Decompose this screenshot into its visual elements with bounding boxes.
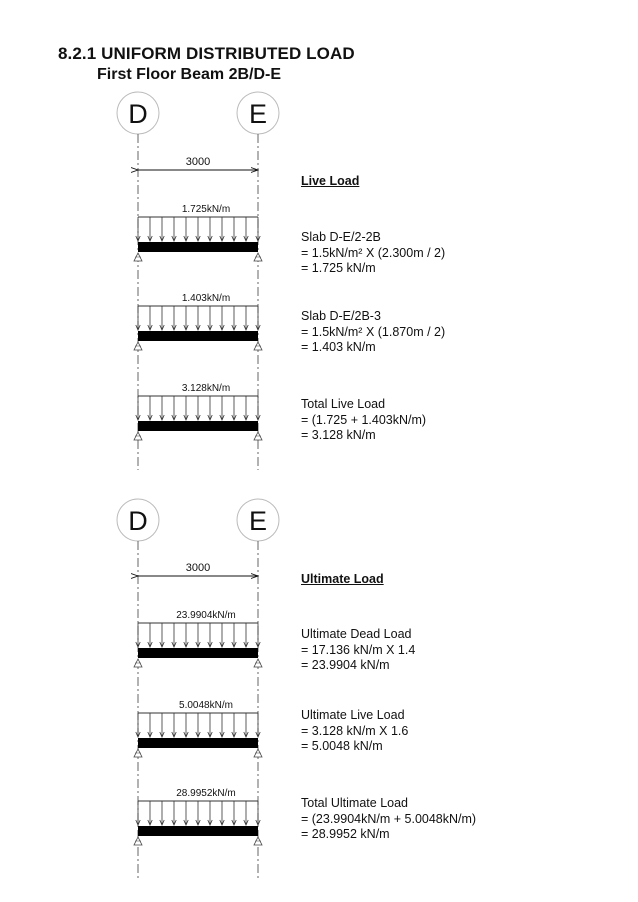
beam-3: [134, 788, 262, 845]
udl-load-label: 1.725kN/m: [181, 204, 231, 215]
grid-label-left: D: [128, 99, 148, 129]
calc-line: = 1.5kN/m² X (1.870m / 2): [301, 324, 446, 339]
span-dimension-label: 3000: [185, 156, 211, 168]
beam-3: [134, 383, 262, 440]
ultimate-load-title: Ultimate Load: [301, 572, 384, 586]
section-heading: 8.2.1 UNIFORM DISTRIBUTED LOAD: [58, 44, 355, 63]
calc-block: [301, 796, 476, 843]
beam-subtitle: First Floor Beam 2B/D-E: [97, 66, 282, 83]
calc-line: = (1.725 + 1.403kN/m): [301, 412, 427, 427]
beam-member: [138, 826, 258, 836]
diagram-live-load: [117, 92, 279, 470]
udl-load-label: 1.403kN/m: [181, 293, 231, 304]
beam-2: [134, 293, 262, 350]
calc-line: = 3.128 kN/m: [301, 428, 376, 442]
calc-line: = 1.403 kN/m: [301, 340, 376, 354]
calc-line: = 3.128 kN/m X 1.6: [301, 723, 409, 738]
grid-label-right: E: [248, 99, 268, 129]
calc-line: Total Ultimate Load: [301, 796, 409, 810]
calc-line: Ultimate Dead Load: [301, 627, 412, 641]
calc-line: = 23.9904 kN/m: [301, 658, 390, 672]
grid-label-left: D: [128, 506, 148, 536]
calc-line: = 5.0048 kN/m: [301, 739, 383, 753]
calc-block: [301, 230, 445, 277]
udl-load-label: 23.9904kN/m: [176, 610, 236, 621]
calc-line: = 17.136 kN/m X 1.4: [301, 642, 416, 657]
grid-label-right: E: [248, 506, 268, 536]
calc-block: [301, 627, 415, 674]
span-dimension-label: 3000: [185, 562, 211, 574]
diagram-ultimate-load: [117, 499, 279, 878]
calc-line: = 1.5kN/m² X (2.300m / 2): [301, 245, 446, 260]
udl-load-label: 28.9952kN/m: [176, 788, 236, 799]
calc-line: = 28.9952 kN/m: [301, 827, 390, 841]
beam-2: [134, 700, 262, 757]
calc-line: = (23.9904kN/m + 5.0048kN/m): [301, 811, 477, 826]
calc-line: Total Live Load: [301, 397, 386, 411]
calc-block: [301, 309, 445, 356]
beam-member: [138, 648, 258, 658]
beam-1: [134, 610, 262, 667]
calc-line: Ultimate Live Load: [301, 708, 405, 722]
beam-1: [134, 204, 262, 261]
calc-line: Slab D-E/2B-3: [301, 309, 381, 323]
beam-member: [138, 421, 258, 431]
beam-member: [138, 331, 258, 341]
udl-load-label: 5.0048kN/m: [179, 700, 233, 711]
beam-member: [138, 242, 258, 252]
calc-block: [301, 708, 408, 755]
calc-block: [301, 397, 426, 444]
calc-line: = 1.725 kN/m: [301, 261, 376, 275]
udl-load-label: 3.128kN/m: [181, 383, 231, 394]
beam-member: [138, 738, 258, 748]
live-load-title: Live Load: [301, 174, 360, 188]
calc-line: Slab D-E/2-2B: [301, 230, 381, 244]
